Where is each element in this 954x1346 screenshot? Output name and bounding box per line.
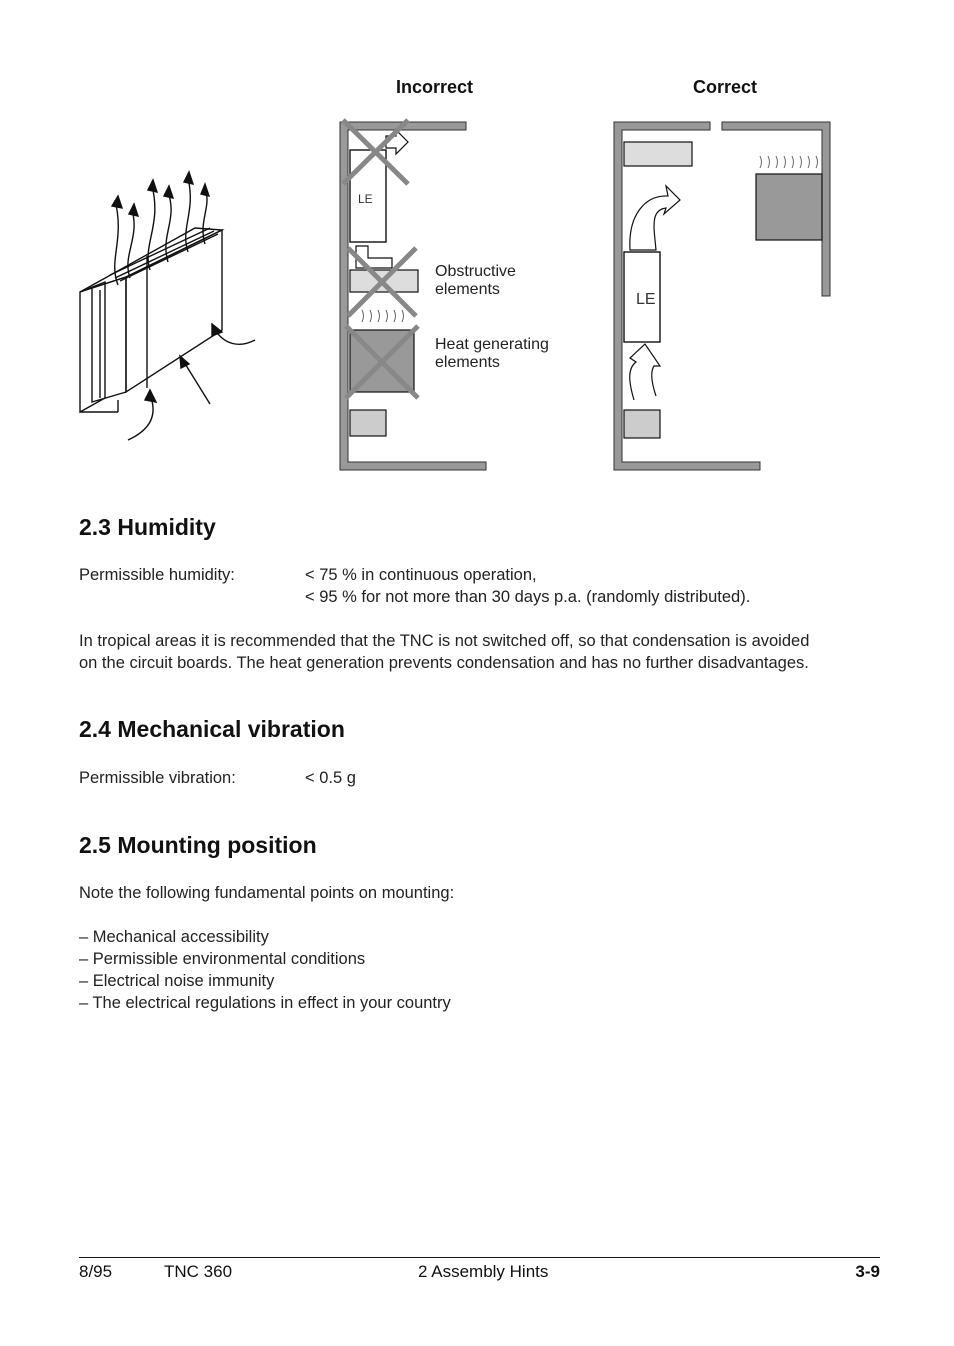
le-label-correct: LE xyxy=(636,291,656,308)
unit-3d-drawing xyxy=(80,172,255,440)
humidity-value-1: < 75 % in continuous operation, xyxy=(305,566,537,584)
list-item: – Mechanical accessibility xyxy=(79,928,269,946)
footer-product: TNC 360 xyxy=(164,1262,233,1281)
mounting-list xyxy=(79,926,451,1014)
heading-humidity: 2.3 Humidity xyxy=(79,514,216,540)
footer-chapter: 2 Assembly Hints xyxy=(418,1262,549,1281)
humidity-label: Permissible humidity: xyxy=(79,566,235,584)
mounting-intro: Note the following fundamental points on mounting: xyxy=(79,884,455,902)
footer-date: 8/95 xyxy=(79,1262,113,1281)
list-item: – Permissible environmental conditions xyxy=(79,950,366,968)
le-label-incorrect: LE xyxy=(358,192,373,206)
obstructive-label: Obstructive elements xyxy=(435,263,516,298)
list-item: – The electrical regulations in effect in your country xyxy=(79,994,451,1012)
heading-mounting: 2.5 Mounting position xyxy=(79,832,317,858)
correct-label: Correct xyxy=(693,77,758,97)
page-number: 3-9 xyxy=(855,1262,880,1281)
airflow-arrow-up xyxy=(630,186,680,250)
list-item: – Electrical noise immunity xyxy=(79,972,275,990)
heading-vibration: 2.4 Mechanical vibration xyxy=(79,716,345,742)
heat-label: Heat generating elements xyxy=(435,336,549,371)
vibration-label: Permissible vibration: xyxy=(79,769,236,787)
mounting-diagram xyxy=(0,0,954,480)
footer-rule xyxy=(79,1257,880,1258)
humidity-value-2: < 95 % for not more than 30 days p.a. (randomly distributed). xyxy=(305,588,751,606)
incorrect-label: Incorrect xyxy=(396,77,474,97)
vibration-value: < 0.5 g xyxy=(305,769,356,787)
heat-element-correct xyxy=(756,174,822,240)
humidity-paragraph: In tropical areas it is recommended that the TNC is not switched off, so that condensation is avoided on the circuit boards. The heat generation prevents condensation and has no further disadvantages. xyxy=(79,632,810,672)
